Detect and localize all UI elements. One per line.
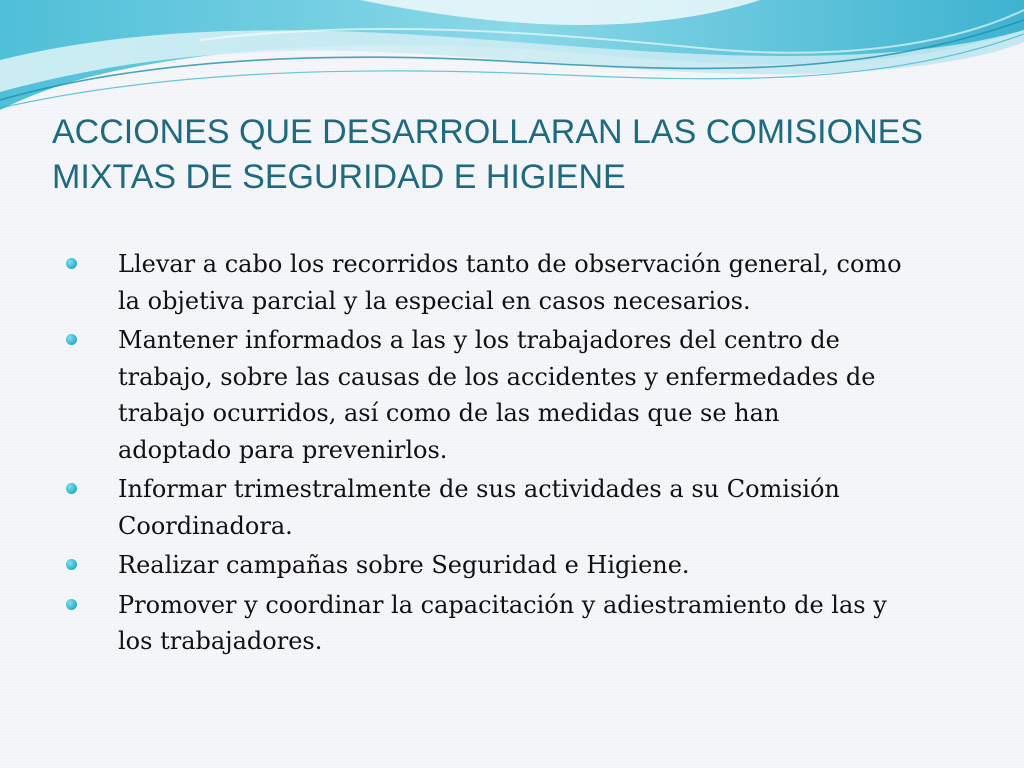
slide-title-line-2: MIXTAS DE SEGURIDAD E HIGIENE	[52, 158, 626, 196]
bullet-item	[60, 471, 960, 544]
slide-title	[52, 110, 992, 200]
header-wave-decoration	[0, 0, 1024, 120]
bullet-text-line: Mantener informados a las y los trabajadores del centro de	[118, 326, 840, 354]
slide-title-line-1: ACCIONES QUE DESARROLLARAN LAS COMISIONES	[52, 113, 923, 151]
round-bullet-icon	[66, 559, 77, 570]
bullet-text-line: trabajo, sobre las causas de los accidentes y enfermedades de	[118, 362, 876, 391]
bullet-text-line: Informar trimestralmente de sus actividades a su Comisión	[118, 475, 840, 503]
bullet-list	[60, 246, 960, 663]
round-bullet-icon	[66, 258, 77, 269]
bullet-item	[60, 246, 960, 319]
bullet-text-line: Promover y coordinar la capacitación y adiestramiento de las y	[118, 590, 887, 619]
bullet-text-line: la objetiva parcial y la especial en casos necesarios.	[118, 286, 751, 315]
bullet-text-line: trabajo ocurridos, así como de las medidas que se han	[118, 399, 780, 427]
bullet-text-line: Coordinadora.	[118, 511, 293, 540]
bullet-text-line: Llevar a cabo los recorridos tanto de observación general, como	[118, 250, 902, 278]
bullet-item	[60, 322, 960, 468]
round-bullet-icon	[66, 483, 77, 494]
bullet-item	[60, 547, 960, 584]
bullet-text-line: los trabajadores.	[118, 627, 323, 655]
round-bullet-icon	[66, 334, 77, 345]
bullet-text-line: adoptado para prevenirlos.	[118, 435, 448, 464]
round-bullet-icon	[66, 599, 77, 610]
bullet-text-line: Realizar campañas sobre Seguridad e Higiene.	[118, 551, 690, 579]
bullet-item	[60, 587, 960, 660]
